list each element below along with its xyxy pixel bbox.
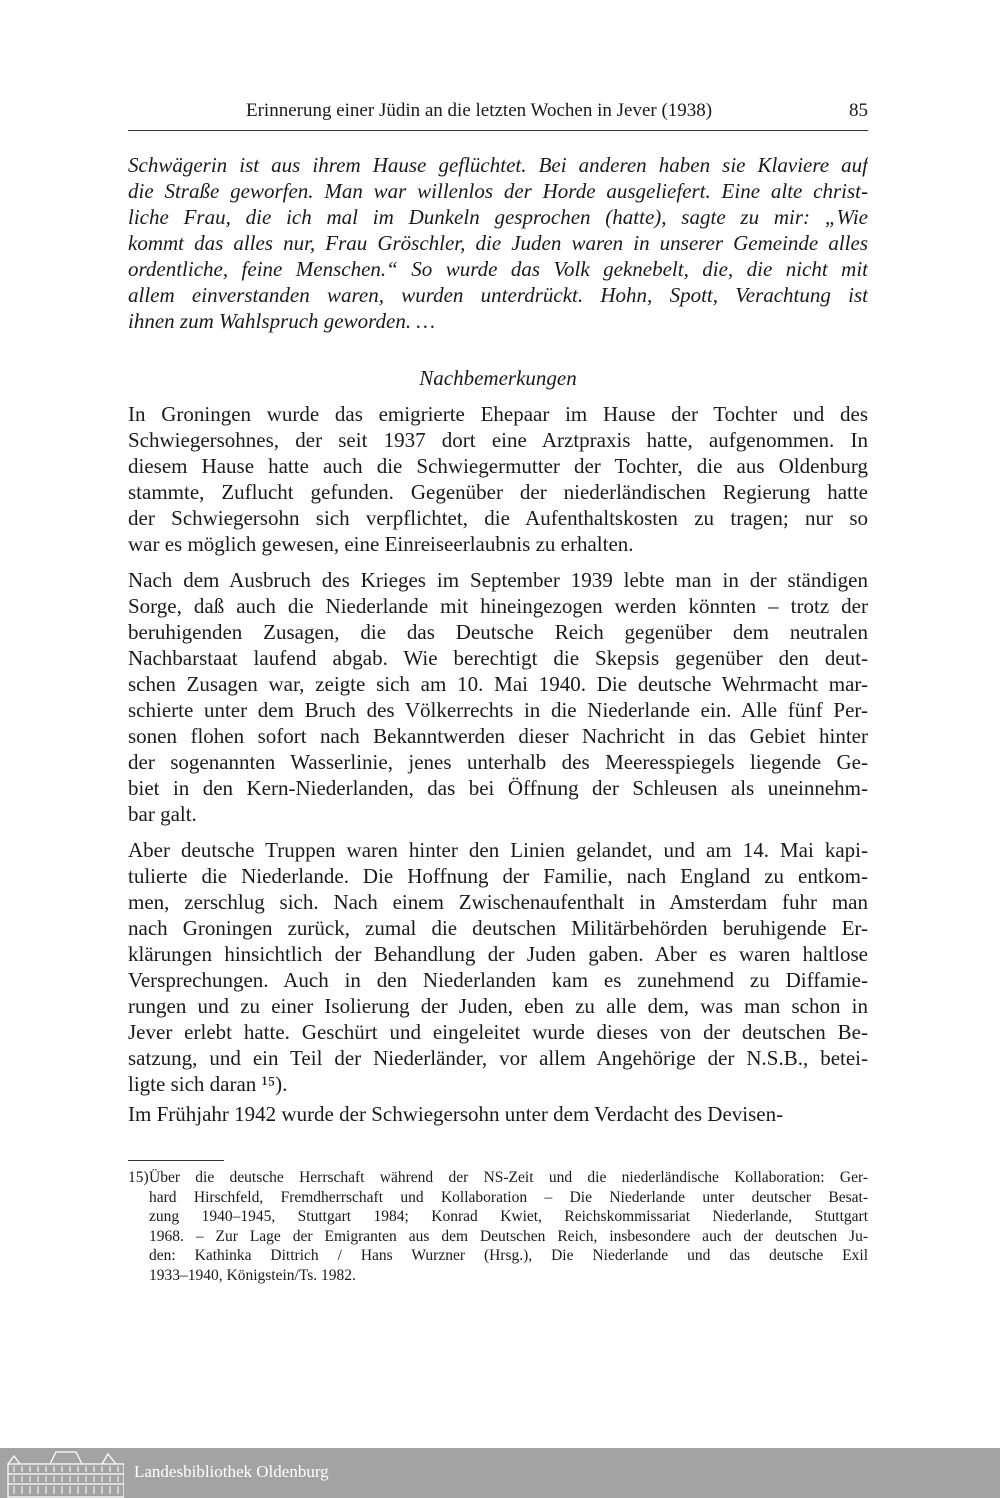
text-line: Im Frühjahr 1942 wurde der Schwiegersohn unter dem Verdacht des Devisen- (128, 1102, 784, 1126)
footnote-rule (128, 1160, 224, 1161)
header-rule (128, 130, 868, 131)
text-line: In Groningen wurde das emigrierte Ehepaar im Hause der Tochter und des (128, 402, 868, 426)
library-banner (0, 1448, 1000, 1498)
text-line: Jever erlebt hatte. Geschürt und eingeleitet wurde dieses von der deutschen Be- (128, 1020, 868, 1044)
text-line: ordentliche, feine Menschen.“ So wurde das Volk geknebelt, die, die nicht mit (128, 257, 868, 281)
text-line: schierte unter dem Bruch des Völkerrechts in die Niederlande ein. Alle fünf Per- (128, 698, 868, 722)
text-line: Nachbarstaat laufend abgab. Wie berechtigt die Skepsis gegenüber den deut- (128, 646, 868, 670)
text-line: liche Frau, die ich mal im Dunkeln gesprochen (hatte), sagte zu mir: „Wie (128, 205, 868, 229)
text-line: Aber deutsche Truppen waren hinter den Linien gelandet, und am 14. Mai kapi- (128, 838, 868, 862)
text-line: stammte, Zuflucht gefunden. Gegenüber der niederländischen Regierung hatte (128, 480, 868, 504)
running-header (128, 98, 868, 128)
quote-paragraph (128, 152, 868, 334)
text-line: hard Hirschfeld, Fremdherrschaft und Kollaboration – Die Niederlande unter deutscher Besat- (149, 1188, 868, 1206)
text-line: die Straße geworfen. Man war willenlos der Horde ausgeliefert. Eine alte christ- (128, 179, 868, 203)
text-line: biet in den Kern-Niederlanden, das bei Öffnung der Schleusen als uneinnehm- (128, 776, 868, 800)
text-line: 1933–1940, Königstein/Ts. 1982. (149, 1266, 356, 1284)
text-line: ihnen zum Wahlspruch geworden. … (128, 309, 436, 333)
banner-label: Landesbibliothek Oldenburg (134, 1462, 329, 1481)
paragraph-3 (128, 837, 868, 1097)
text-line: bar galt. (128, 802, 197, 826)
footnote-15 (128, 1168, 868, 1285)
text-line: kommt das alles nur, Frau Gröschler, die Juden waren in unserer Gemeinde alles (128, 231, 868, 255)
text-line: der sogenannten Wasserlinie, jenes unterhalb des Meeresspiegels liegende Ge- (128, 750, 868, 774)
footnote-marker: 15) (128, 1169, 149, 1186)
text-line: beruhigenden Zusagen, die das Deutsche Reich gegenüber dem neutralen (128, 620, 868, 644)
text-line: sonen flohen sofort nach Bekanntwerden dieser Nachricht in das Gebiet hinter (128, 724, 868, 748)
text-line: den: Kathinka Dittrich / Hans Wurzner (Hrsg.), Die Niederlande und das deutsche Exil (149, 1247, 868, 1264)
text-line: Schwägerin ist aus ihrem Hause geflüchtet. Bei anderen haben sie Klaviere auf (128, 153, 868, 177)
text-line: Versprechungen. Auch in den Niederlanden kam es zunehmend zu Diffamie- (128, 968, 868, 992)
text-line: Über die deutsche Herrschaft während der NS-Zeit und die niederländische Kollaboration: Ger- (149, 1169, 868, 1186)
text-line: der Schwiegersohn sich verpflichtet, die Aufenthaltskosten zu tragen; nur so (128, 506, 868, 530)
text-line: men, zerschlug sich. Nach einem Zwischenaufenthalt in Amsterdam fuhr man (128, 890, 868, 914)
text-line: Schwiegersohnes, der seit 1937 dort eine Arztpraxis hatte, aufgenommen. In (128, 428, 868, 452)
text-line: schen Zusagen war, zeigte sich am 10. Mai 1940. Die deutsche Wehrmacht mar- (128, 672, 868, 696)
section-heading: Nachbemerkungen (419, 366, 577, 390)
paragraph-2 (128, 567, 868, 827)
text-line: ligte sich daran ¹⁵). (128, 1072, 288, 1096)
text-line: Sorge, daß auch die Niederlande mit hineingezogen werden könnten – trotz der (128, 594, 868, 618)
text-line: satzung, und ein Teil der Niederländer, vor allem Angehörige der N.S.B., betei- (128, 1046, 868, 1070)
page-number: 85 (849, 100, 868, 121)
text-line: diesem Hause hatte auch die Schwiegermutter der Tochter, die aus Oldenburg (128, 454, 868, 478)
text-line: allem einverstanden waren, wurden unterdrückt. Hohn, Spott, Verachtung ist (128, 283, 868, 307)
text-line: zung 1940–1945, Stuttgart 1984; Konrad Kwiet, Reichskommissariat Niederlande, Stuttgart (149, 1208, 868, 1225)
paragraph-4 (128, 1101, 868, 1127)
text-line: klärungen hinsichtlich der Behandlung der Juden gaben. Aber es waren haltlose (128, 942, 868, 966)
running-title: Erinnerung einer Jüdin an die letzten Wochen in Jever (1938) (246, 100, 713, 121)
text-line: tulierte die Niederlande. Die Hoffnung der Familie, nach England zu entkom- (128, 864, 868, 888)
library-building-logo-icon (6, 1450, 124, 1498)
paragraph-1 (128, 401, 868, 557)
text-line: Nach dem Ausbruch des Krieges im September 1939 lebte man in der ständigen (128, 568, 868, 592)
text-line: war es möglich gewesen, eine Einreiseerlaubnis zu erhalten. (128, 532, 634, 556)
text-line: rungen und zu einer Isolierung der Juden, eben zu alle dem, was man schon in (128, 994, 868, 1018)
text-line: 1968. – Zur Lage der Emigranten aus dem Deutschen Reich, insbesondere auch der deutschen Ju- (149, 1227, 868, 1245)
text-line: nach Groningen zurück, zumal die deutschen Militärbehörden beruhigende Er- (128, 916, 868, 940)
